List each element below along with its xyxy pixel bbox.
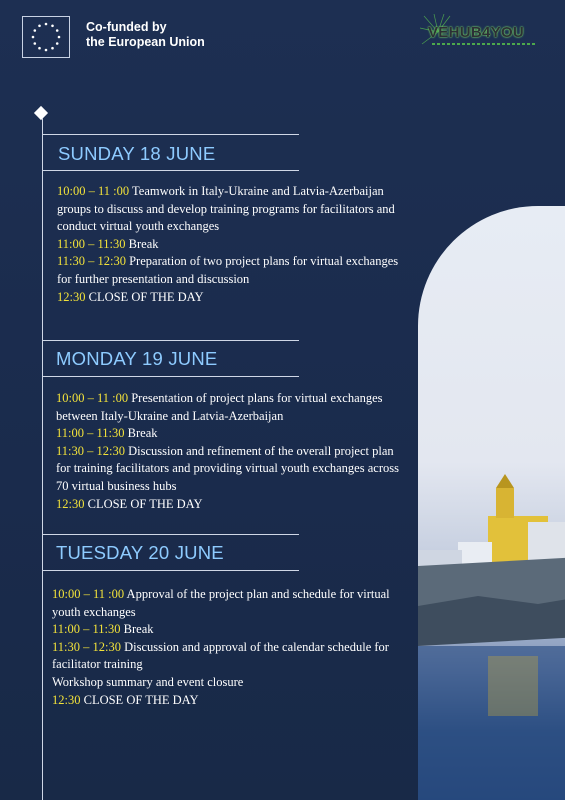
schedule-item [52,692,402,710]
day3-schedule [52,586,402,709]
item-text: CLOSE OF THE DAY [84,496,203,511]
schedule-item [57,253,403,288]
day2-top-rule [43,340,299,341]
day1-bottom-rule [43,170,299,171]
schedule-item [52,639,402,674]
item-text: Workshop summary and event closure [52,674,244,689]
item-text: Discussion and refinement of the overall project plan for training facilitators and providing virtual youth exchanges across 70 virtual business hubs [56,443,399,493]
day-heading: TUESDAY 20 JUNE [56,542,224,563]
item-text: Break [120,622,154,637]
item-text: Teamwork in Italy-Ukraine and Latvia-Azerbaijan groups to discuss and develop training programs for facilitators and conduct virtual youth exchanges [57,184,395,234]
day1-top-rule [43,134,299,135]
vehub4you-logo [420,14,550,54]
item-text: Approval of the project plan and schedule for virtual youth exchanges [52,587,390,619]
item-text: Discussion and approval of the calendar schedule for facilitator training [52,639,389,672]
item-time: 11:00 – 11:30 [52,622,121,637]
schedule-item [56,496,402,514]
eu-flag-icon [22,16,70,58]
schedule-item [56,390,402,425]
item-time: 11:30 – 12:30 [52,639,121,654]
day1-schedule [57,183,403,306]
schedule-item [57,183,403,236]
timeline-start-diamond-icon [34,106,48,120]
item-text: Break [125,236,159,251]
item-text: Presentation of project plans for virtual exchanges between Italy-Ukraine and Latvia-Azerbaijan [56,391,383,423]
schedule-item [52,621,402,639]
logo-wordmark: VEHUB4YOU [428,24,525,41]
timeline-line [42,118,43,800]
funding-statement [86,20,205,50]
item-time: 12:30 [56,496,85,511]
item-time: 11:30 – 12:30 [56,443,125,458]
town-illustration [418,206,565,800]
item-text: CLOSE OF THE DAY [85,289,204,304]
item-text: Preparation of two project plans for virtual exchanges for further presentation and discussion [57,254,399,286]
item-text: CLOSE OF THE DAY [80,692,199,707]
day-heading: SUNDAY 18 JUNE [58,143,216,164]
item-time: 10:00 – 11 :00 [52,587,125,601]
day-heading: MONDAY 19 JUNE [56,348,218,369]
day2-schedule [56,390,402,513]
schedule-item [57,289,403,307]
day3-top-rule [43,534,299,535]
day2-bottom-rule [43,376,299,377]
item-text: Break [124,426,158,441]
schedule-item [52,586,402,621]
item-time: 11:00 – 11:30 [56,426,125,441]
schedule-item [57,236,403,254]
day3-bottom-rule [43,570,299,571]
schedule-item [56,443,402,496]
coastal-town-photo [418,206,565,800]
schedule-item [56,425,402,443]
item-time: 11:00 – 11:30 [57,236,126,251]
item-time: 12:30 [57,289,86,304]
item-time: 11:30 – 12:30 [57,254,126,269]
schedule-item [52,674,402,692]
item-time: 12:30 [52,692,81,707]
funding-line-2: the European Union [86,35,205,49]
funding-line-1: Co-funded by [86,20,167,34]
item-time: 10:00 – 11 :00 [57,184,130,198]
item-time: 10:00 – 11 :00 [56,391,129,405]
logo-tagline-strip [432,43,536,45]
